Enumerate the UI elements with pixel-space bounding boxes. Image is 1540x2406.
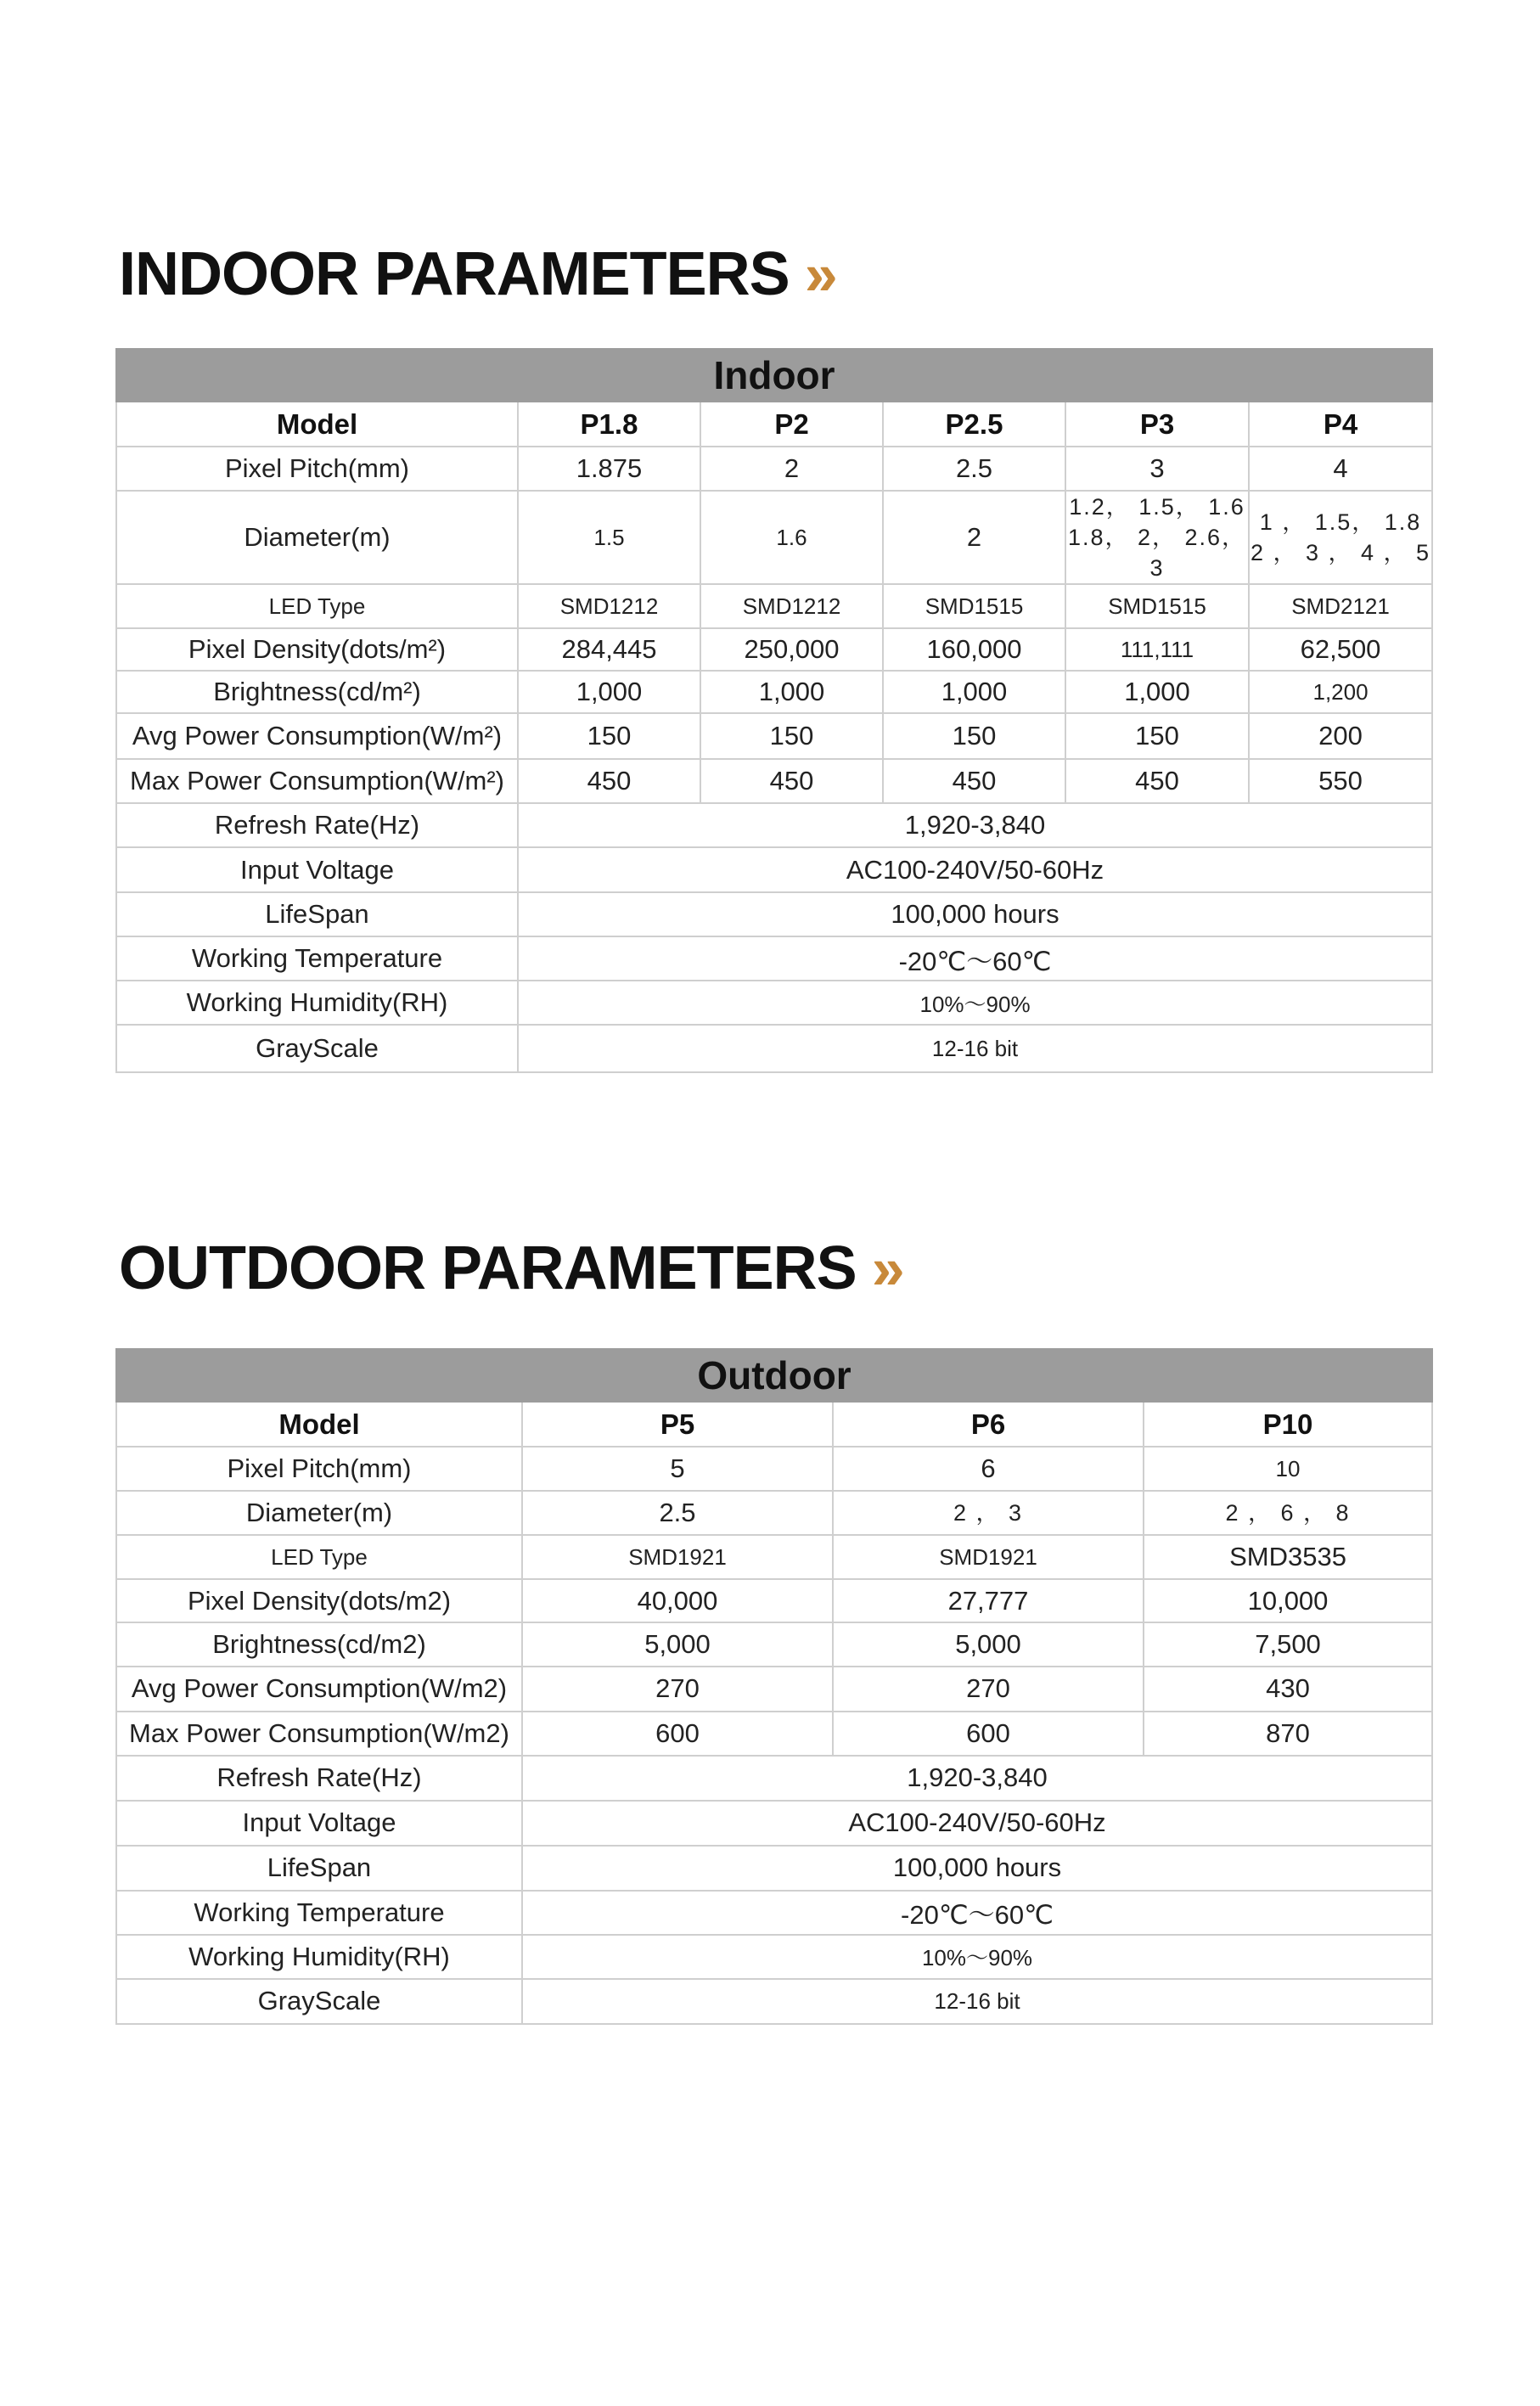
table-row (116, 1756, 1432, 1801)
shared-value-cell: 1,920-3,840 (518, 803, 1432, 847)
table-row (116, 1622, 1432, 1667)
table-cell: 1,200 (1249, 671, 1432, 713)
table-cell: SMD1212 (700, 584, 883, 628)
table-cell: SMD1515 (883, 584, 1065, 628)
shared-value-cell: 100,000 hours (522, 1846, 1432, 1891)
table-cell: 10,000 (1144, 1579, 1432, 1622)
table-cell: 200 (1249, 713, 1432, 759)
table-cell: 150 (1065, 713, 1249, 759)
table-cell: 2.5 (883, 447, 1065, 491)
row-label: GrayScale (116, 1979, 522, 2024)
table-cell: SMD1515 (1065, 584, 1249, 628)
table-cell: 2.5 (522, 1491, 833, 1535)
row-label: Max Power Consumption(W/m²) (116, 759, 518, 803)
table-cell: 1,000 (883, 671, 1065, 713)
table-cell: 111,111 (1065, 628, 1249, 671)
row-label: Input Voltage (116, 847, 518, 892)
table-cell: 5,000 (833, 1622, 1144, 1667)
table-row (116, 584, 1432, 628)
table-cell: 450 (883, 759, 1065, 803)
indoor-parameters-table (115, 348, 1433, 1073)
indoor-table-caption: Indoor (116, 349, 1432, 402)
row-label: GrayScale (116, 1025, 518, 1072)
table-row (116, 671, 1432, 713)
table-row (116, 1712, 1432, 1756)
shared-value-cell: 100,000 hours (518, 892, 1432, 936)
table-row (116, 1667, 1432, 1711)
model-column-header: P2 (700, 402, 883, 447)
row-label: Avg Power Consumption(W/m²) (116, 713, 518, 759)
row-label: Pixel Pitch(mm) (116, 447, 518, 491)
table-cell: 7,500 (1144, 1622, 1432, 1667)
outdoor-parameters-table (115, 1348, 1433, 2025)
table-cell: SMD1921 (522, 1535, 833, 1579)
table-cell: 2 (700, 447, 883, 491)
table-row (116, 1491, 1432, 1535)
table-cell: 2 ， 3 (833, 1491, 1144, 1535)
row-label: Working Temperature (116, 936, 518, 981)
table-cell: 284,445 (518, 628, 700, 671)
model-column-header: P4 (1249, 402, 1432, 447)
table-cell: 1,000 (518, 671, 700, 713)
table-cell: 600 (833, 1712, 1144, 1756)
table-cell: 1.6 (700, 491, 883, 584)
table-cell: 10 (1144, 1447, 1432, 1491)
row-label: Max Power Consumption(W/m2) (116, 1712, 522, 1756)
model-column-header: P3 (1065, 402, 1249, 447)
table-cell: 1.2， 1.5， 1.6 1.8， 2， 2.6， 3 (1065, 491, 1249, 584)
table-cell: 150 (518, 713, 700, 759)
table-row (116, 713, 1432, 759)
model-column-header: P1.8 (518, 402, 700, 447)
table-cell: SMD1212 (518, 584, 700, 628)
row-label: LED Type (116, 584, 518, 628)
table-cell: 450 (1065, 759, 1249, 803)
shared-value-cell: -20℃～60℃ (522, 1891, 1432, 1935)
indoor-title-text: INDOOR PARAMETERS (119, 240, 790, 308)
table-cell: 550 (1249, 759, 1432, 803)
table-row (116, 847, 1432, 892)
shared-value-cell: 10%～90% (522, 1935, 1432, 1979)
row-label: Working Temperature (116, 1891, 522, 1935)
row-label: Brightness(cd/m²) (116, 671, 518, 713)
table-cell: 250,000 (700, 628, 883, 671)
table-cell: 270 (522, 1667, 833, 1711)
table-row (116, 892, 1432, 936)
table-row (116, 447, 1432, 491)
shared-value-cell: 10%～90% (518, 981, 1432, 1025)
model-column-header: P6 (833, 1402, 1144, 1447)
table-cell: 5 (522, 1447, 833, 1491)
outdoor-section-title (119, 1234, 904, 1303)
table-row (116, 1535, 1432, 1579)
table-cell: 150 (700, 713, 883, 759)
row-label: LifeSpan (116, 1846, 522, 1891)
table-cell: 4 (1249, 447, 1432, 491)
chevron-right-icon: » (871, 1235, 904, 1301)
table-row (116, 936, 1432, 981)
table-cell: 2 ， 6 ， 8 (1144, 1491, 1432, 1535)
table-cell: 270 (833, 1667, 1144, 1711)
table-cell: 2 (883, 491, 1065, 584)
row-label: LifeSpan (116, 892, 518, 936)
table-cell: SMD3535 (1144, 1535, 1432, 1579)
table-row (116, 491, 1432, 584)
row-label: LED Type (116, 1535, 522, 1579)
row-label: Brightness(cd/m2) (116, 1622, 522, 1667)
model-column-header: P2.5 (883, 402, 1065, 447)
model-column-header: P5 (522, 1402, 833, 1447)
row-label: Diameter(m) (116, 1491, 522, 1535)
row-label: Refresh Rate(Hz) (116, 803, 518, 847)
outdoor-table-caption: Outdoor (116, 1349, 1432, 1402)
table-cell: 150 (883, 713, 1065, 759)
row-label: Working Humidity(RH) (116, 981, 518, 1025)
indoor-section-title (119, 239, 837, 309)
outdoor-title-text: OUTDOOR PARAMETERS (119, 1234, 857, 1302)
table-row (116, 1846, 1432, 1891)
table-cell: 1,000 (700, 671, 883, 713)
row-label: Working Humidity(RH) (116, 1935, 522, 1979)
table-cell: 3 (1065, 447, 1249, 491)
table-row (116, 1447, 1432, 1491)
table-cell: 160,000 (883, 628, 1065, 671)
table-row (116, 803, 1432, 847)
table-cell: 27,777 (833, 1579, 1144, 1622)
row-label: Pixel Density(dots/m2) (116, 1579, 522, 1622)
shared-value-cell: 12-16 bit (522, 1979, 1432, 2024)
table-cell: 6 (833, 1447, 1144, 1491)
shared-value-cell: 1,920-3,840 (522, 1756, 1432, 1801)
model-header: Model (116, 1402, 522, 1447)
table-cell: 870 (1144, 1712, 1432, 1756)
table-row (116, 1935, 1432, 1979)
table-cell: 5,000 (522, 1622, 833, 1667)
shared-value-cell: AC100-240V/50-60Hz (522, 1801, 1432, 1846)
table-row (116, 1801, 1432, 1846)
shared-value-cell: 12-16 bit (518, 1025, 1432, 1072)
table-cell: 450 (518, 759, 700, 803)
model-header: Model (116, 402, 518, 447)
chevron-right-icon: » (804, 241, 837, 307)
table-row (116, 759, 1432, 803)
table-cell: 600 (522, 1712, 833, 1756)
row-label: Avg Power Consumption(W/m2) (116, 1667, 522, 1711)
table-cell: 450 (700, 759, 883, 803)
table-row (116, 1025, 1432, 1072)
model-column-header: P10 (1144, 1402, 1432, 1447)
table-cell: 62,500 (1249, 628, 1432, 671)
table-cell: 1 ， 1.5， 1.8 2 ， 3 ， 4 ， 5 (1249, 491, 1432, 584)
row-label: Pixel Pitch(mm) (116, 1447, 522, 1491)
table-cell: 40,000 (522, 1579, 833, 1622)
table-cell: 1.5 (518, 491, 700, 584)
table-row (116, 1891, 1432, 1935)
table-cell: 1.875 (518, 447, 700, 491)
row-label: Refresh Rate(Hz) (116, 1756, 522, 1801)
row-label: Pixel Density(dots/m²) (116, 628, 518, 671)
shared-value-cell: AC100-240V/50-60Hz (518, 847, 1432, 892)
row-label: Diameter(m) (116, 491, 518, 584)
table-cell: SMD2121 (1249, 584, 1432, 628)
table-cell: 1,000 (1065, 671, 1249, 713)
table-row (116, 981, 1432, 1025)
shared-value-cell: -20℃～60℃ (518, 936, 1432, 981)
table-row (116, 628, 1432, 671)
table-row (116, 1979, 1432, 2024)
table-row (116, 1579, 1432, 1622)
row-label: Input Voltage (116, 1801, 522, 1846)
table-cell: 430 (1144, 1667, 1432, 1711)
table-cell: SMD1921 (833, 1535, 1144, 1579)
